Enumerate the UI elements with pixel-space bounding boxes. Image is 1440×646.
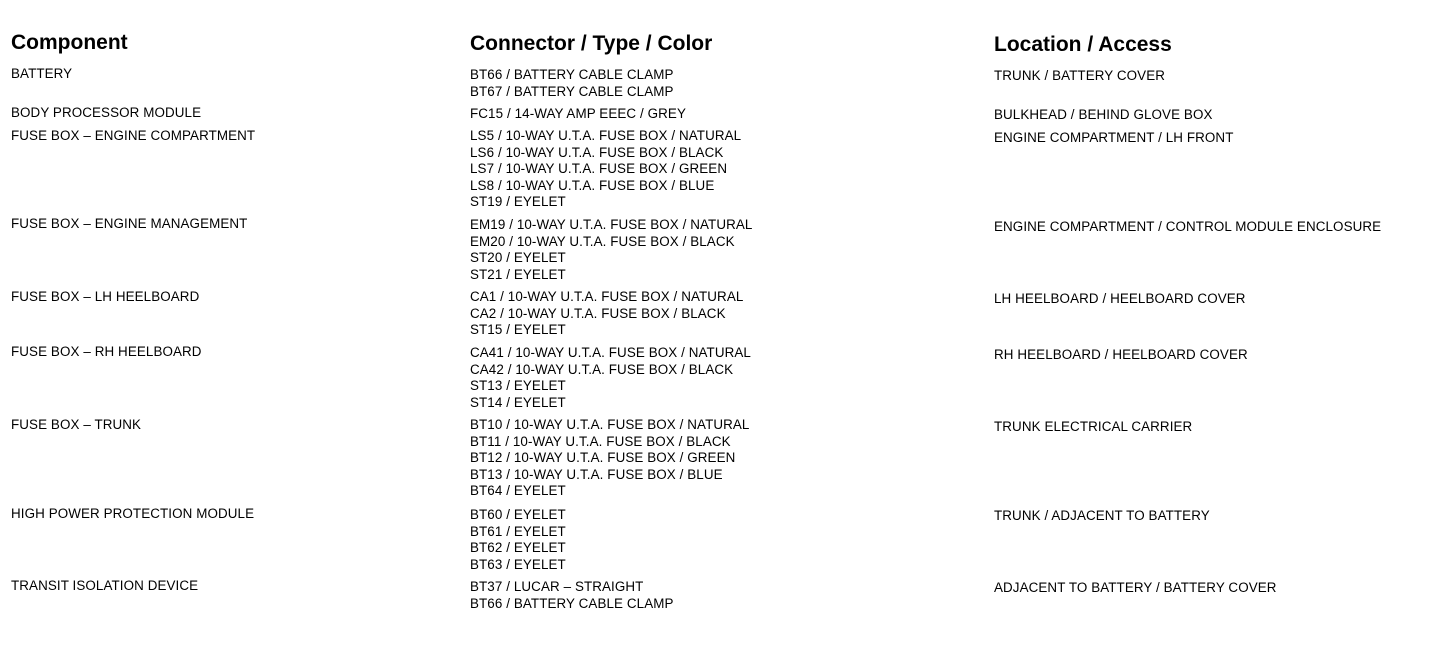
row-connectors [470, 345, 751, 411]
row-component: FUSE BOX – ENGINE COMPARTMENT [11, 128, 256, 143]
row-location: TRUNK / BATTERY COVER [994, 68, 1165, 83]
connector-line: EM20 / 10-WAY U.T.A. FUSE BOX / BLACK [470, 233, 735, 249]
row-location: ENGINE COMPARTMENT / CONTROL MODULE ENCLOSURE [994, 219, 1382, 234]
row-component: HIGH POWER PROTECTION MODULE [11, 506, 255, 521]
row-location: BULKHEAD / BEHIND GLOVE BOX [994, 107, 1213, 122]
connector-line: BT63 / EYELET [470, 556, 566, 572]
connector-line: BT60 / EYELET [470, 507, 566, 522]
row-component: FUSE BOX – TRUNK [11, 417, 142, 432]
row-component: FUSE BOX – LH HEELBOARD [11, 289, 200, 304]
row-connectors [470, 507, 566, 573]
connector-line: BT67 / BATTERY CABLE CLAMP [470, 83, 674, 99]
connector-line: CA1 / 10-WAY U.T.A. FUSE BOX / NATURAL [470, 289, 744, 304]
row-connectors [470, 67, 674, 100]
header-location: Location / Access [994, 33, 1172, 56]
connector-line: BT66 / BATTERY CABLE CLAMP [470, 595, 674, 611]
row-component: FUSE BOX – ENGINE MANAGEMENT [11, 216, 248, 231]
row-location: TRUNK / ADJACENT TO BATTERY [994, 508, 1210, 523]
connector-line: FC15 / 14-WAY AMP EEEC / GREY [470, 106, 686, 121]
header-component: Component [11, 31, 128, 54]
connector-line: CA2 / 10-WAY U.T.A. FUSE BOX / BLACK [470, 305, 726, 321]
connector-line: ST19 / EYELET [470, 194, 566, 209]
connector-line: LS5 / 10-WAY U.T.A. FUSE BOX / NATURAL [470, 128, 742, 143]
connector-line: BT62 / EYELET [470, 540, 566, 555]
row-location: ADJACENT TO BATTERY / BATTERY COVER [994, 580, 1277, 595]
connector-line: ST21 / EYELET [470, 266, 566, 282]
connector-line: LS7 / 10-WAY U.T.A. FUSE BOX / GREEN [470, 161, 728, 176]
row-connectors [470, 417, 749, 500]
row-location: ENGINE COMPARTMENT / LH FRONT [994, 130, 1234, 145]
row-component: BATTERY [11, 66, 73, 81]
row-connectors [470, 289, 743, 339]
row-connectors [470, 579, 674, 612]
row-component: BODY PROCESSOR MODULE [11, 105, 202, 120]
connector-line: ST15 / EYELET [470, 322, 566, 337]
connector-line: BT64 / EYELET [470, 483, 566, 498]
row-component: TRANSIT ISOLATION DEVICE [11, 578, 199, 593]
connector-line: BT61 / EYELET [470, 523, 566, 539]
connector-line: BT12 / 10-WAY U.T.A. FUSE BOX / GREEN [470, 450, 736, 465]
connector-line: BT66 / BATTERY CABLE CLAMP [470, 67, 674, 82]
header-connector: Connector / Type / Color [470, 32, 713, 55]
row-location: LH HEELBOARD / HEELBOARD COVER [994, 291, 1246, 306]
connector-line: BT10 / 10-WAY U.T.A. FUSE BOX / NATURAL [470, 417, 750, 432]
connector-line: CA42 / 10-WAY U.T.A. FUSE BOX / BLACK [470, 361, 734, 377]
row-connectors [470, 106, 686, 123]
row-location: RH HEELBOARD / HEELBOARD COVER [994, 347, 1248, 362]
row-connectors [470, 217, 752, 283]
row-connectors [470, 128, 741, 211]
connector-line: EM19 / 10-WAY U.T.A. FUSE BOX / NATURAL [470, 217, 753, 232]
connector-line: CA41 / 10-WAY U.T.A. FUSE BOX / NATURAL [470, 345, 751, 360]
connector-line: BT37 / LUCAR – STRAIGHT [470, 579, 644, 594]
connector-line: LS8 / 10-WAY U.T.A. FUSE BOX / BLUE [470, 177, 715, 193]
row-component: FUSE BOX – RH HEELBOARD [11, 344, 202, 359]
connector-line: ST14 / EYELET [470, 394, 566, 410]
row-location: TRUNK ELECTRICAL CARRIER [994, 419, 1193, 434]
connector-line: ST20 / EYELET [470, 250, 566, 265]
connector-line: ST13 / EYELET [470, 378, 566, 393]
connector-line: LS6 / 10-WAY U.T.A. FUSE BOX / BLACK [470, 144, 724, 160]
connector-line: BT11 / 10-WAY U.T.A. FUSE BOX / BLACK [470, 433, 731, 449]
connector-line: BT13 / 10-WAY U.T.A. FUSE BOX / BLUE [470, 466, 723, 482]
